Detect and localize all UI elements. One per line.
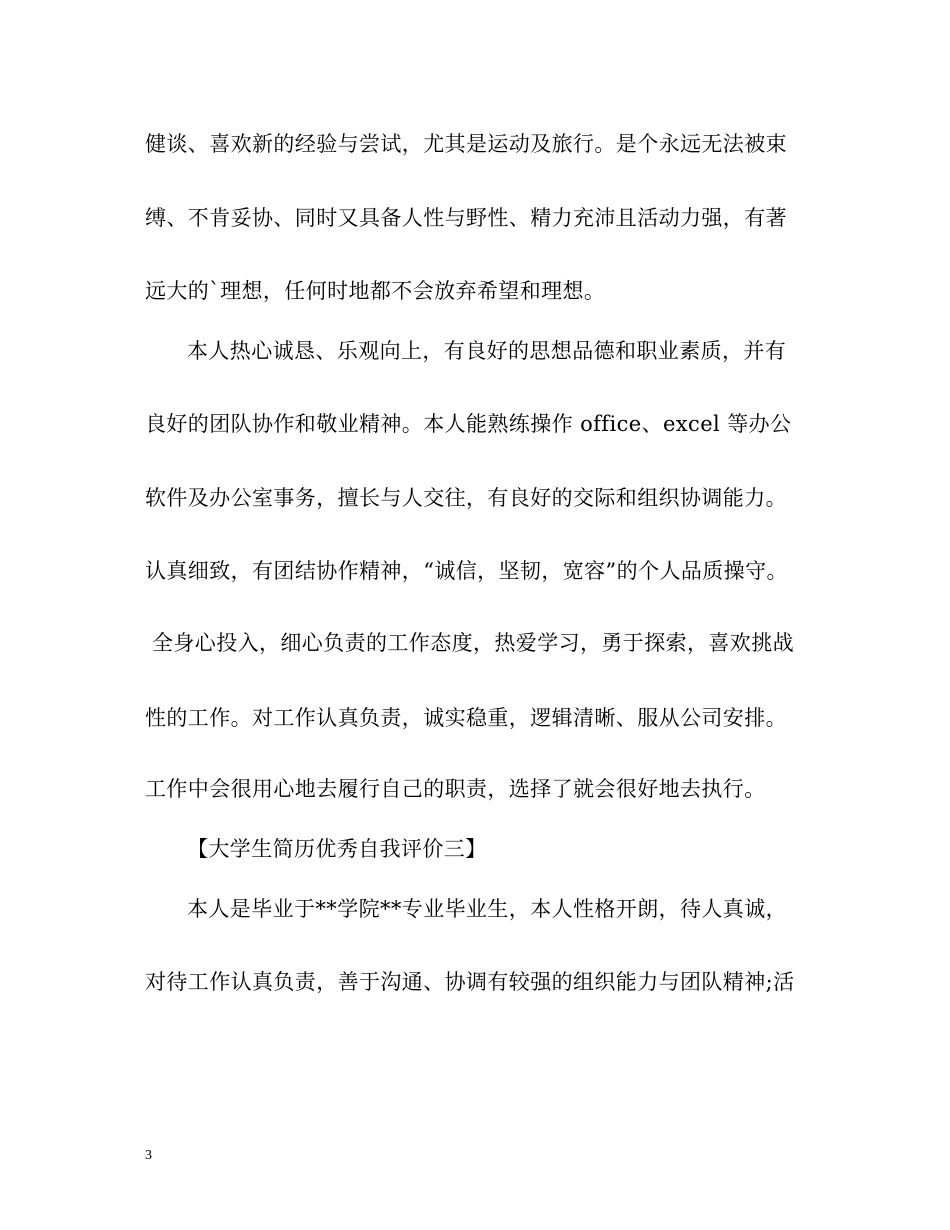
text-line: 性的工作。对工作认真负责，诚实稳重，逻辑清晰、服从公司安排。 xyxy=(145,706,787,730)
text-line: 工作中会很用心地去履行自己的职责，选择了就会很好地去执行。 xyxy=(145,777,766,801)
text-line: 远大的`理想，任何时地都不会放弃希望和理想。 xyxy=(145,279,606,303)
text-line: 软件及办公室事务，擅长与人交往，有良好的交际和组织协调能力。 xyxy=(145,486,787,510)
text-line: 健谈、喜欢新的经验与尝试，尤其是运动及旅行。是个永远无法被束 xyxy=(145,132,787,156)
text-line: 全身心投入，细心负责的工作态度，热爱学习，勇于探索，喜欢挑战 xyxy=(152,631,794,655)
text-line: 认真细致，有团结协作精神，“诚信，坚韧，宽容”的个人品质操守。 xyxy=(145,559,788,583)
text-line: 对待工作认真负责，善于沟通、协调有较强的组织能力与团队精神;活 xyxy=(145,970,795,994)
paragraph-first-line: 本人热心诚恳、乐观向上，有良好的思想品德和职业素质，并有 xyxy=(187,339,787,363)
paragraph-first-line: 本人是毕业于**学院**专业毕业生，本人性格开朗，待人真诚， xyxy=(187,897,787,921)
page-number: 3 xyxy=(145,1148,152,1163)
section-heading: 【大学生简历优秀自我评价三】 xyxy=(187,837,487,861)
text-line: 良好的团队协作和敬业精神。本人能熟练操作 office、excel 等办公 xyxy=(145,412,792,436)
text-line: 缚、不肯妥协、同时又具备人性与野性、精力充沛且活动力强，有著 xyxy=(145,206,787,230)
